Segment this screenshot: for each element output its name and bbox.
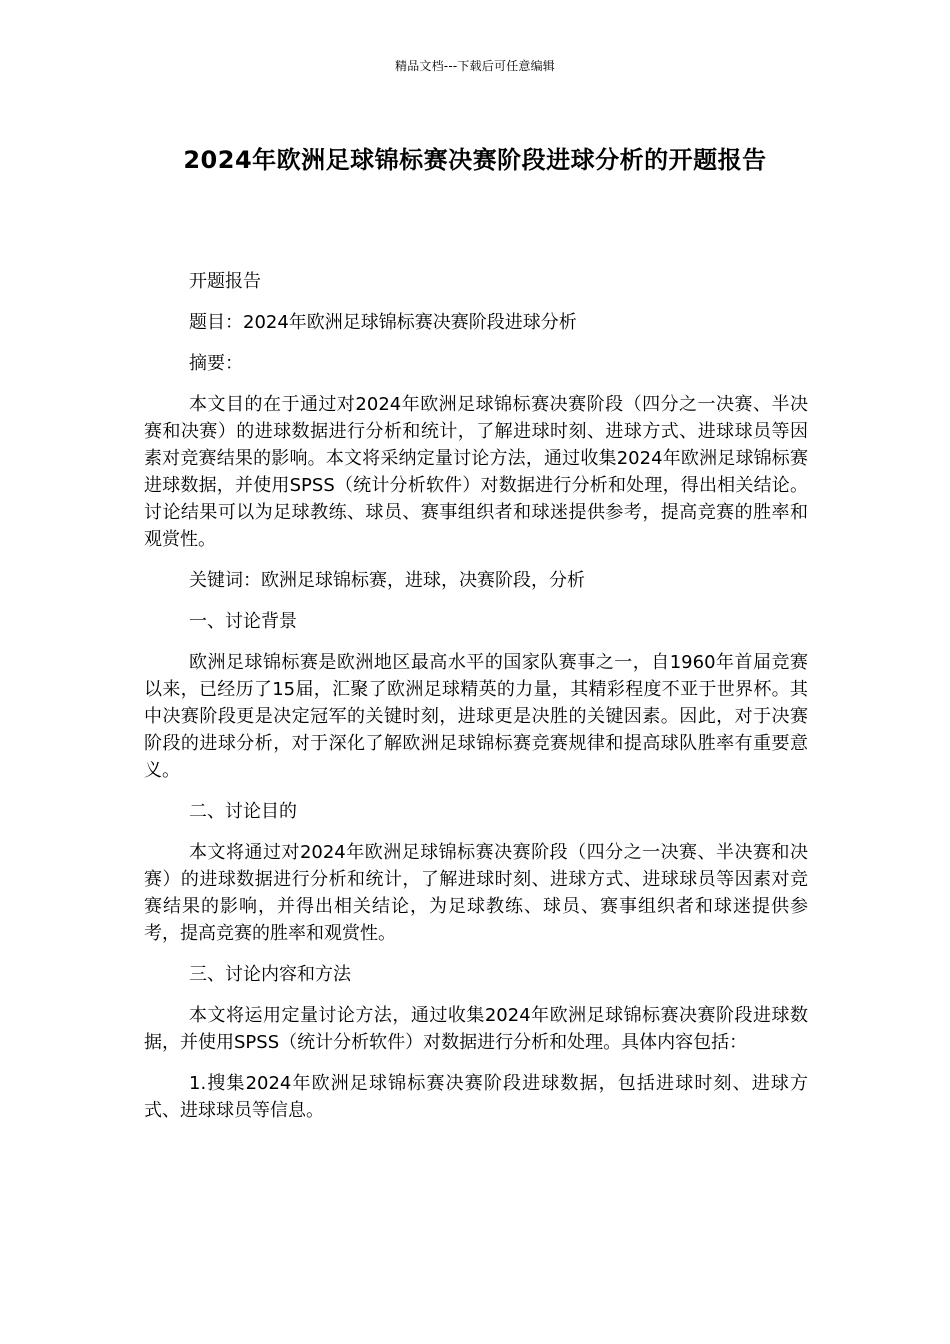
- document-body: [144, 268, 808, 1138]
- purpose-paragraph: 本文将通过对2024年欧洲足球锦标赛决赛阶段（四分之一决赛、半决赛和决赛）的进球数据进行分析和统计，了解进球时刻、进球方式、进球球员等因素对竞赛结果的影响，并得出相关结论，为足球教练、球员、赛事组织者和球迷提供参考，提高竞赛的胜率和观赏性。: [144, 842, 808, 944]
- topic-line: 题目：2024年欧洲足球锦标赛决赛阶段进球分析: [189, 312, 577, 333]
- background-paragraph: 欧洲足球锦标赛是欧洲地区最高水平的国家队赛事之一，自1960年首届竞赛以来，已经历了15届，汇聚了欧洲足球精英的力量，其精彩程度不亚于世界杯。其中决赛阶段更是决定冠军的关键时刻，进球更是决胜的关键因素。因此，对于决赛阶段的进球分析，对于深化了解欧洲足球锦标赛竞赛规律和提高球队胜率有重要意义。: [144, 652, 808, 781]
- section-label: 开题报告: [189, 271, 261, 292]
- abstract-heading: 摘要：: [189, 353, 243, 374]
- section-heading-background: 一、讨论背景: [189, 611, 297, 632]
- section-heading-methods: 三、讨论内容和方法: [189, 964, 351, 985]
- methods-paragraph: 本文将运用定量讨论方法，通过收集2024年欧洲足球锦标赛决赛阶段进球数据，并使用SPSS（统计分析软件）对数据进行分析和处理。具体内容包括：: [144, 1005, 808, 1053]
- keywords-line: 关键词：欧洲足球锦标赛，进球，决赛阶段，分析: [189, 570, 585, 591]
- header-note: 精品文档---下载后可任意编辑: [395, 59, 555, 73]
- document-title: 2024年欧洲足球锦标赛决赛阶段进球分析的开题报告: [183, 146, 767, 174]
- list-item: 1.搜集2024年欧洲足球锦标赛决赛阶段进球数据，包括进球时刻、进球方式、进球球员等信息。: [144, 1073, 808, 1121]
- abstract-paragraph: 本文目的在于通过对2024年欧洲足球锦标赛决赛阶段（四分之一决赛、半决赛和决赛）的进球数据进行分析和统计，了解进球时刻、进球方式、进球球员等因素对竞赛结果的影响。本文将采纳定量讨论方法，通过收集2024年欧洲足球锦标赛进球数据，并使用SPSS（统计分析软件）对数据进行分析和处理，得出相关结论。讨论结果可以为足球教练、球员、赛事组织者和球迷提供参考，提高竞赛的胜率和观赏性。: [144, 394, 808, 550]
- section-heading-purpose: 二、讨论目的: [189, 801, 297, 822]
